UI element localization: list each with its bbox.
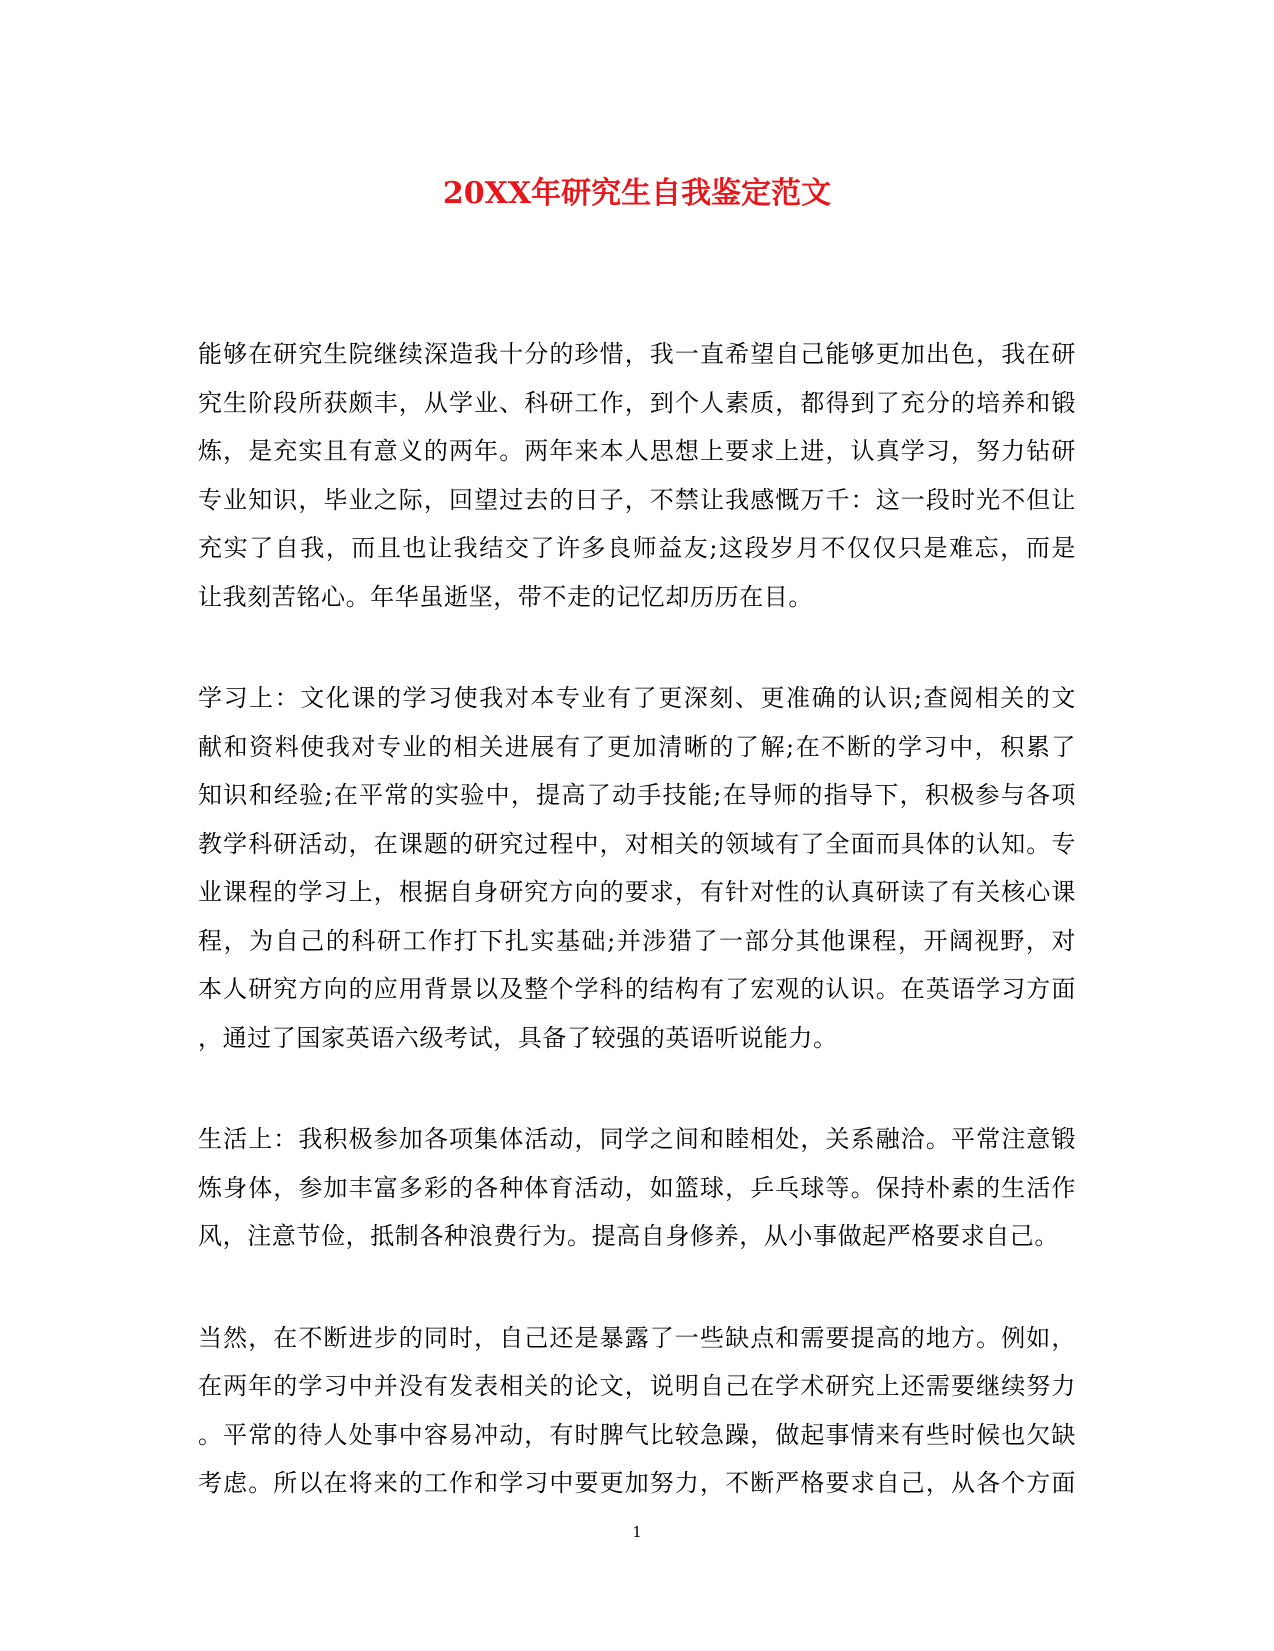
text-line: 能够在研究生院继续深造我十分的珍惜，我一直希望自己能够更加出色，我在研 [198,340,1076,368]
text-line: 炼身体，参加丰富多彩的各种体育活动，如篮球，乒乓球等。保持朴素的生活作 [198,1173,1076,1202]
paragraph-shortcomings [198,1314,1076,1508]
text-line: 究生阶段所获颇丰，从学业、科研工作，到个人素质，都得到了充分的培养和锻 [198,388,1076,417]
text-line: 当然，在不断进步的同时，自己还是暴露了一些缺点和需要提高的地方。例如， [198,1323,1076,1352]
text-line: 专业知识，毕业之际，回望过去的日子，不禁让我感慨万千：这一段时光不但让 [198,485,1076,514]
paragraph-intro [198,330,1076,621]
text-line: 充实了自我，而且也让我结交了许多良师益友;这段岁月不仅仅只是难忘，而是 [198,534,1076,562]
paragraph-study [198,674,1076,1062]
text-line: 本人研究方向的应用背景以及整个学科的结构有了宏观的认识。在英语学习方面 [198,975,1076,1003]
document-title: 20XX年研究生自我鉴定范文 [442,176,832,211]
text-line: 风，注意节俭，抵制各种浪费行为。提高自身修养，从小事做起严格要求自己。 [198,1222,1059,1250]
text-line: 生活上：我积极参加各项集体活动，同学之间和睦相处，关系融洽。平常注意锻 [198,1125,1076,1153]
text-line: 考虑。所以在将来的工作和学习中要更加努力，不断严格要求自己，从各个方面 [198,1469,1076,1497]
page-number: 1 [632,1523,642,1541]
text-line: 在两年的学习中并没有发表相关的论文，说明自己在学术研究上还需要继续努力 [198,1372,1076,1400]
text-line: 炼，是充实且有意义的两年。两年来本人思想上要求上进，认真学习，努力钻研 [198,437,1076,465]
text-line: 教学科研活动，在课题的研究过程中，对相关的领域有了全面而具体的认知。专 [198,829,1076,858]
document-body [198,330,1076,1561]
text-line: 业课程的学习上，根据自身研究方向的要求，有针对性的认真研读了有关核心课 [198,878,1076,906]
paragraph-life [198,1115,1076,1261]
text-line: 知识和经验;在平常的实验中，提高了动手技能;在导师的指导下，积极参与各项 [198,781,1076,809]
text-line: 。平常的待人处事中容易冲动，有时脾气比较急躁，做起事情来有些时候也欠缺 [198,1420,1076,1449]
text-line: 学习上：文化课的学习使我对本专业有了更深刻、更准确的认识;查阅相关的文 [198,684,1076,712]
text-line: 让我刻苦铭心。年华虽逝坚，带不走的记忆却历历在目。 [198,582,813,611]
text-line: 献和资料使我对专业的相关进展有了更加清晰的了解;在不断的学习中，积累了 [198,732,1076,761]
text-line: 程，为自己的科研工作打下扎实基础;并涉猎了一部分其他课程，开阔视野，对 [198,926,1076,955]
text-line: ，通过了国家英语六级考试，具备了较强的英语听说能力。 [198,1023,838,1052]
